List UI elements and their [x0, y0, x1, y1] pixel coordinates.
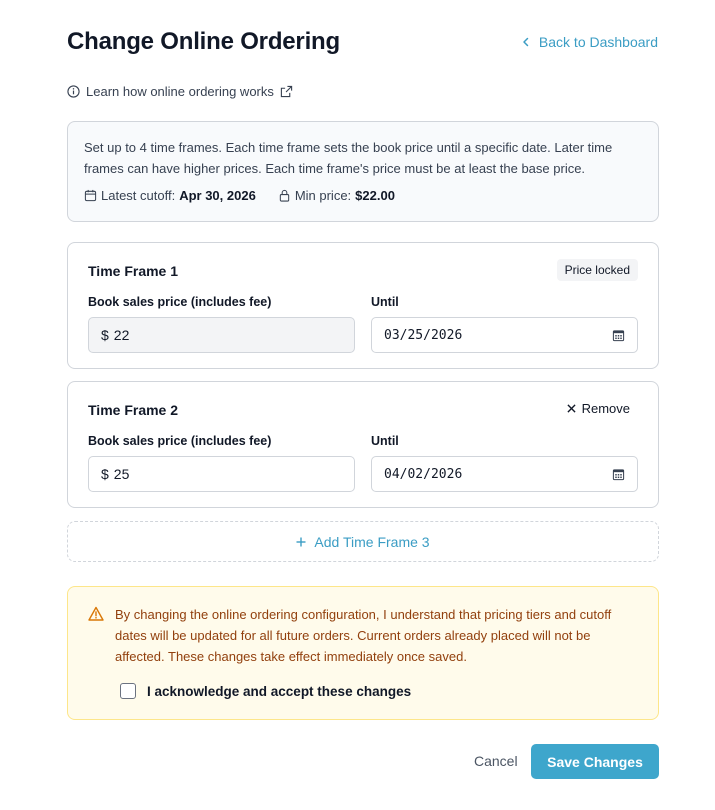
lock-icon [278, 189, 291, 202]
back-to-dashboard-label: Back to Dashboard [538, 34, 658, 50]
add-time-frame-button[interactable] [67, 521, 659, 562]
currency-symbol: $ [101, 466, 109, 482]
date-value: 03/25/2026 [384, 327, 463, 343]
date-value: 04/02/2026 [384, 466, 463, 482]
latest-cutoff-value: Apr 30, 2026 [179, 188, 256, 203]
info-panel [67, 121, 659, 222]
remove-label: Remove [581, 401, 630, 416]
cancel-button[interactable]: Cancel [474, 753, 518, 769]
latest-cutoff-label: Latest cutoff: [101, 188, 176, 203]
info-text: Set up to 4 time frames. Each time frame sets the book price until a specific date. Later time frames can have higher prices. Each time frame's price must be at least the base price. [84, 140, 613, 176]
info-meta [84, 188, 642, 203]
min-price-label: Min price: [294, 188, 352, 203]
time-frame-2-title: Time Frame 2 [88, 402, 179, 418]
time-frame-2-card [67, 381, 659, 508]
info-icon [67, 85, 80, 98]
calendar-icon[interactable] [612, 329, 625, 342]
price-input-1 [88, 317, 355, 353]
latest-cutoff [84, 188, 256, 203]
close-icon [567, 404, 576, 413]
learn-online-ordering-link[interactable] [67, 84, 293, 99]
chevron-left-icon [521, 37, 531, 47]
back-to-dashboard-link[interactable] [521, 34, 658, 50]
time-frame-1-card [67, 242, 659, 369]
calendar-icon[interactable] [612, 468, 625, 481]
until-date-input-1[interactable] [371, 317, 638, 353]
page-title: Change Online Ordering [67, 28, 340, 55]
price-label: Book sales price (includes fee) [88, 434, 272, 448]
warning-text: By changing the online ordering configuration, I understand that pricing tiers and cutoff dates will be updated for all future orders. Current orders already placed will not be affected. These changes take effect immediately once saved. [115, 607, 612, 664]
save-changes-button[interactable]: Save Changes [531, 744, 659, 779]
calendar-icon [84, 189, 97, 202]
until-date-input-2[interactable] [371, 456, 638, 492]
external-link-icon [280, 85, 293, 98]
plus-icon [296, 537, 306, 547]
acknowledge-row[interactable] [120, 683, 411, 699]
price-input-2[interactable] [88, 456, 355, 492]
price-value: 22 [113, 327, 130, 343]
add-time-frame-label: Add Time Frame 3 [314, 533, 430, 550]
warning-panel [67, 586, 659, 720]
remove-time-frame-button[interactable] [567, 401, 630, 416]
min-price-value: $22.00 [355, 188, 395, 203]
price-label: Book sales price (includes fee) [88, 295, 272, 309]
until-label: Until [371, 295, 399, 309]
learn-link-label: Learn how online ordering works [86, 84, 274, 99]
price-locked-badge: Price locked [557, 259, 638, 281]
price-value: 25 [113, 466, 130, 482]
until-label: Until [371, 434, 399, 448]
warning-triangle-icon [88, 606, 104, 622]
acknowledge-label[interactable]: I acknowledge and accept these changes [147, 683, 412, 699]
acknowledge-checkbox[interactable] [120, 683, 136, 699]
currency-symbol: $ [101, 327, 109, 343]
min-price [278, 188, 395, 203]
time-frame-1-title: Time Frame 1 [88, 263, 179, 279]
